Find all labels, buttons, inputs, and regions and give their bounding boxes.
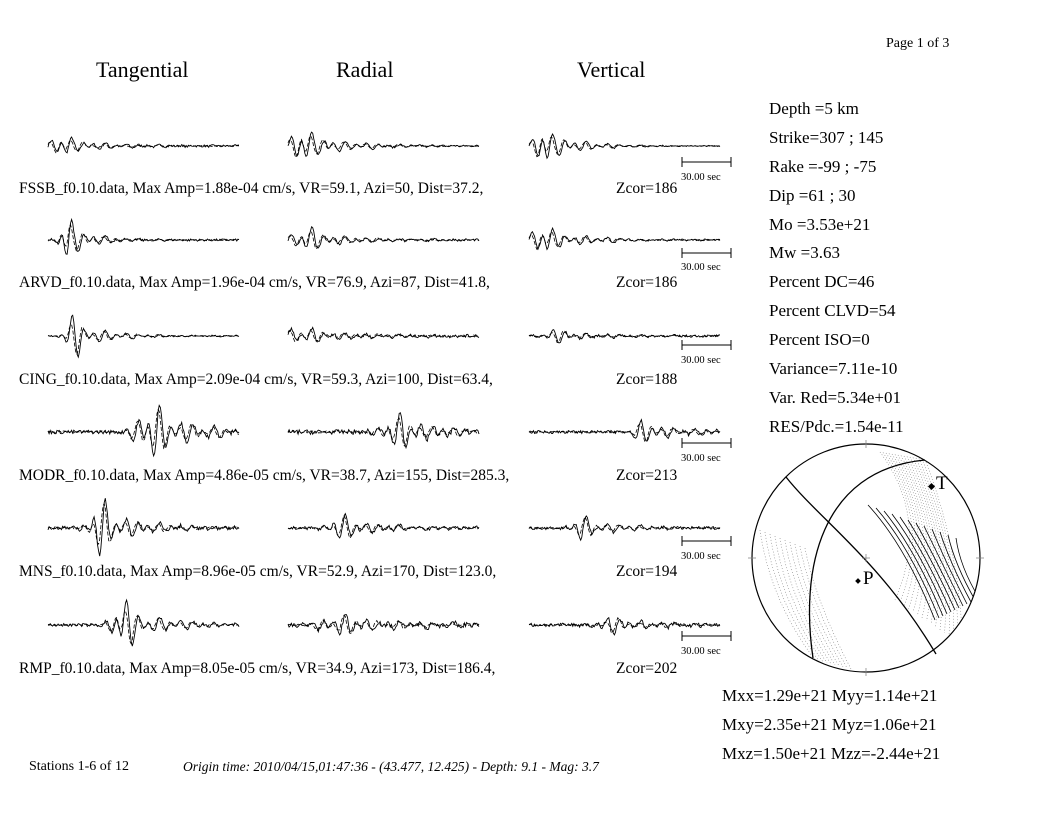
- compressional-dot-line: [895, 455, 925, 616]
- compressional-dot-line: [780, 538, 831, 664]
- p-axis-label: P: [863, 568, 874, 589]
- zcor-6: Zcor=202: [616, 660, 678, 677]
- trace-observed-station-1-comp-2: [288, 132, 479, 156]
- zcor-4: Zcor=213: [616, 467, 678, 484]
- scale-label-4: 30.00 sec: [681, 453, 721, 464]
- param-percent-iso: Percent ISO=0: [769, 330, 870, 349]
- station-label-5: MNS_f0.10.data, Max Amp=8.96e-05 cm/s, VR=52.9, Azi=170, Dist=123.0,: [19, 563, 497, 580]
- trace-observed-station-6-comp-1: [48, 600, 239, 646]
- station-label-4: MODR_f0.10.data, Max Amp=4.86e-05 cm/s, VR=38.7, Azi=155, Dist=285.3,: [19, 467, 510, 484]
- beachball-ticks: [748, 440, 984, 676]
- compressional-dot-line: [795, 544, 843, 667]
- compressional-arc-line: [876, 508, 939, 618]
- footer-stations: Stations 1-6 of 12: [29, 759, 129, 774]
- compressional-arc-line: [948, 535, 975, 600]
- param-var-red: Var. Red=5.34e+01: [769, 388, 902, 407]
- scale-label-1: 30.00 sec: [681, 172, 721, 183]
- trace-synthetic-station-5-comp-1: [48, 504, 239, 544]
- trace-synthetic-station-4-comp-1: [48, 410, 239, 449]
- compressional-dot-line: [880, 452, 909, 600]
- trace-observed-station-5-comp-2: [288, 514, 479, 538]
- waveform-traces: [48, 132, 720, 646]
- nodal-plane-2: [809, 460, 925, 658]
- param-percent-dc: Percent DC=46: [769, 272, 875, 291]
- trace-observed-station-5-comp-1: [48, 498, 239, 556]
- trace-synthetic-station-2-comp-3: [529, 232, 720, 249]
- trace-observed-station-4-comp-3: [529, 420, 720, 441]
- scale-label-2: 30.00 sec: [681, 262, 721, 273]
- p-axis-marker: [855, 578, 861, 584]
- scale-bar-1: [682, 157, 731, 167]
- trace-synthetic-station-1-comp-1: [48, 140, 239, 153]
- scale-label-3: 30.00 sec: [681, 355, 721, 366]
- station-label-6: RMP_f0.10.data, Max Amp=8.05e-05 cm/s, VR=34.9, Azi=173, Dist=186.4,: [19, 660, 496, 677]
- scale-label-6: 30.00 sec: [681, 646, 721, 657]
- compressional-dot-line: [886, 453, 916, 606]
- param-percent-clvd: Percent CLVD=54: [769, 301, 896, 320]
- trace-observed-station-2-comp-2: [288, 227, 479, 248]
- param-mo: Mo =3.53e+21: [769, 215, 871, 234]
- compressional-dot-line: [775, 536, 827, 663]
- trace-observed-station-2-comp-1: [48, 220, 239, 255]
- page-number: Page 1 of 3: [886, 36, 950, 51]
- trace-synthetic-station-1-comp-2: [288, 136, 479, 158]
- moment-tensor-row-2: Mxy=2.35e+21 Myz=1.06e+21: [722, 715, 937, 734]
- nodal-plane-1: [786, 477, 936, 654]
- scale-bars: [682, 157, 731, 641]
- param-strike: Strike=307 ; 145: [769, 128, 884, 147]
- footer-origin: Origin time: 2010/04/15,01:47:36 - (43.477, 12.425) - Depth: 9.1 - Mag: 3.7: [183, 759, 599, 774]
- trace-observed-station-6-comp-3: [529, 618, 720, 635]
- compressional-dot-line: [901, 456, 932, 622]
- compressional-arcs-ne: [868, 505, 979, 620]
- trace-synthetic-station-4-comp-2: [288, 418, 479, 446]
- station-label-3: CING_f0.10.data, Max Amp=2.09e-04 cm/s, VR=59.3, Azi=100, Dist=63.4,: [19, 371, 493, 388]
- trace-observed-station-3-comp-2: [288, 327, 479, 341]
- zcor-5: Zcor=194: [616, 563, 678, 580]
- compressional-dot-line: [892, 454, 922, 612]
- compressional-dot-line: [883, 453, 912, 604]
- param-depth: Depth =5 km: [769, 99, 859, 118]
- station-label-1: FSSB_f0.10.data, Max Amp=1.88e-04 cm/s, VR=59.1, Azi=50, Dist=37.2,: [19, 180, 484, 197]
- trace-synthetic-station-5-comp-2: [288, 516, 479, 539]
- compressional-dot-line: [800, 546, 847, 668]
- zcor-1: Zcor=186: [616, 180, 678, 197]
- moment-tensor-row-1: Mxx=1.29e+21 Myy=1.14e+21: [722, 686, 938, 705]
- trace-synthetic-station-6-comp-3: [529, 618, 720, 633]
- param-rake: Rake =-99 ; -75: [769, 157, 877, 176]
- param-dip: Dip =61 ; 30: [769, 186, 856, 205]
- scale-bar-2: [682, 248, 731, 258]
- param-variance: Variance=7.11e-10: [769, 359, 898, 378]
- compressional-arc-line: [924, 526, 963, 606]
- beachball: [748, 440, 984, 676]
- header-tangential: Tangential: [96, 57, 189, 82]
- scale-label-5: 30.00 sec: [681, 551, 721, 562]
- station-label-2: ARVD_f0.10.data, Max Amp=1.96e-04 cm/s, VR=76.9, Azi=87, Dist=41.8,: [19, 274, 490, 291]
- t-axis-label: T: [936, 473, 948, 494]
- header-vertical: Vertical: [577, 57, 646, 82]
- scale-bar-4: [682, 438, 731, 448]
- zcor-3: Zcor=188: [616, 371, 678, 388]
- header-radial: Radial: [336, 57, 394, 82]
- scale-bar-6: [682, 631, 731, 641]
- trace-synthetic-station-5-comp-3: [529, 517, 720, 536]
- param-res-pdc: RES/Pdc.=1.54e-11: [769, 417, 904, 436]
- zcor-2: Zcor=186: [616, 274, 678, 291]
- param-mw: Mw =3.63: [769, 243, 840, 262]
- scale-bar-5: [682, 536, 731, 546]
- compressional-dots-sw: [760, 530, 851, 669]
- moment-tensor-row-3: Mxz=1.50e+21 Mzz=-2.44e+21: [722, 744, 941, 763]
- compressional-dot-line: [770, 534, 823, 662]
- trace-observed-station-1-comp-1: [48, 137, 239, 153]
- trace-observed-station-3-comp-1: [48, 315, 239, 357]
- trace-synthetic-station-4-comp-3: [529, 424, 720, 441]
- scale-bar-3: [682, 340, 731, 350]
